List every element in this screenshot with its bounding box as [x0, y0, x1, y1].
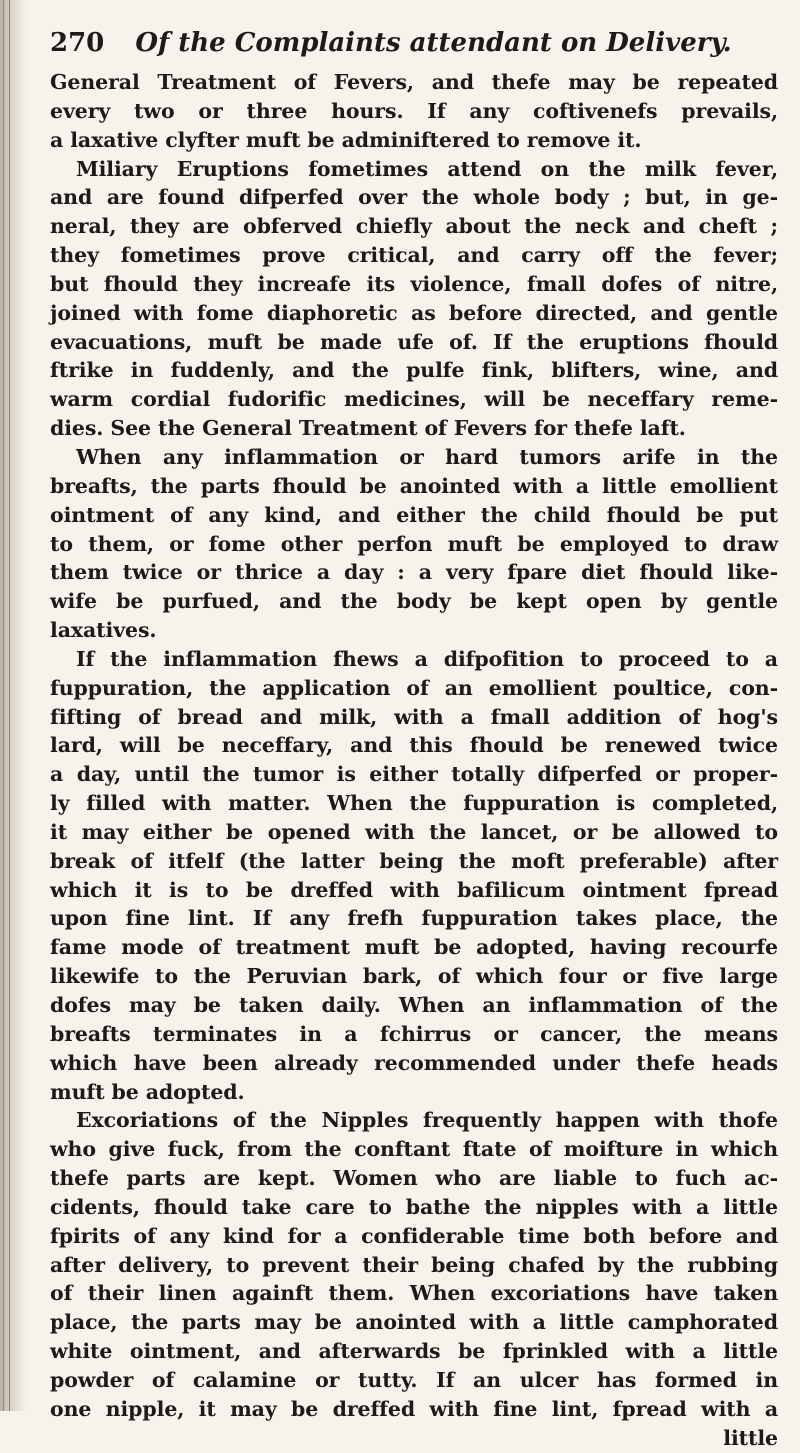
text-line: neral, they are obferved chiefly about the neck and cheft ; — [50, 214, 778, 239]
text-line: wife be purfued, and the body be kept open by gentle — [50, 589, 778, 614]
text-line: fuppuration, the application of an emollient poultice, con- — [50, 675, 778, 700]
text-line: ointment of any kind, and either the child fhould be put — [50, 502, 778, 527]
text-line: who give fuck, from the conftant ftate of moifture in which — [50, 1137, 778, 1162]
catchword: little — [723, 1425, 778, 1450]
text-line: dies. See the General Treatment of Fevers for thefe laft. — [50, 416, 686, 441]
text-line: but fhould they increafe its violence, fmall dofes of nitre, — [50, 271, 778, 296]
text-line: after delivery, to prevent their being chafed by the rubbing — [50, 1252, 778, 1277]
text-line: joined with fome diaphoretic as before directed, and gentle — [50, 300, 778, 325]
text-line: thefe parts are kept. Women who are liable to fuch ac- — [50, 1166, 778, 1191]
text-line: every two or three hours. If any coftivenefs prevails, — [50, 98, 778, 123]
text-line: break of itfelf (the latter being the moft preferable) after — [50, 848, 778, 873]
text-line: fpirits of any kind for a confiderable time both before and — [50, 1223, 778, 1248]
book-page — [50, 18, 778, 1453]
text-line: breafts terminates in a fchirrus or cancer, the means — [50, 1021, 778, 1046]
text-line: When any inflammation or hard tumors arife in the — [76, 444, 778, 469]
text-line: a day, until the tumor is either totally difperfed or proper- — [50, 762, 778, 787]
text-line: to them, or fome other perfon muft be employed to draw — [50, 531, 778, 556]
text-line: If the inflammation fhews a difpofition to proceed to a — [76, 646, 778, 671]
page-number: 270 — [50, 28, 105, 58]
text-line: dofes may be taken daily. When an inflammation of the — [50, 993, 778, 1017]
text-line: white ointment, and afterwards be fprinkled with a little — [50, 1339, 778, 1364]
text-line: powder of calamine or tutty. If an ulcer has formed in — [50, 1367, 778, 1392]
text-line: warm cordial fudorific medicines, will be neceffary reme- — [50, 387, 778, 412]
text-line: cidents, fhould take care to bathe the nipples with a little — [50, 1194, 778, 1219]
text-line: one nipple, it may be dreffed with fine lint, fpread with a — [50, 1396, 778, 1421]
text-line: ly filled with matter. When the fuppuration is completed, — [50, 791, 778, 816]
text-line: which it is to be dreffed with bafilicum ointment fpread — [50, 877, 778, 902]
text-line: breafts, the parts fhould be anointed with a little emollient — [50, 473, 778, 498]
text-line: evacuations, muft be made ufe of. If the eruptions fhould — [50, 329, 778, 354]
text-line: upon fine lint. If any frefh fuppuration takes place, the — [50, 906, 778, 931]
running-title: Of the Complaints attendant on Delivery. — [135, 28, 732, 58]
text-line: Excoriations of the Nipples frequently happen with thofe — [76, 1108, 778, 1133]
text-line: lard, will be neceffary, and this fhould be renewed twice — [50, 733, 778, 758]
text-line: a laxative clyfter muft be adminiftered to remove it. — [50, 127, 642, 152]
page-body-text — [50, 68, 778, 1424]
text-line: General Treatment of Fevers, and thefe may be repeated — [50, 70, 778, 94]
text-line: likewife to the Peruvian bark, of which four or five large — [50, 964, 778, 989]
book-spine-shadow — [0, 0, 28, 1411]
spine-line — [9, 0, 10, 1411]
text-line: and are found difperfed over the whole body ; but, in ge- — [50, 185, 778, 210]
text-line: fifting of bread and milk, with a fmall addition of hog's — [50, 704, 778, 729]
text-line: laxatives. — [50, 618, 157, 643]
text-line: which have been already recommended under thefe heads — [50, 1050, 778, 1075]
text-line: it may either be opened with the lancet, or be allowed to — [50, 819, 778, 844]
text-line: Miliary Eruptions fometimes attend on the milk fever, — [76, 156, 778, 181]
text-line: them twice or thrice a day : a very fpare diet fhould like- — [50, 560, 778, 585]
text-line: muft be adopted. — [50, 1079, 245, 1104]
spine-line — [3, 0, 4, 1411]
text-line: fame mode of treatment muft be adopted, having recourfe — [50, 935, 778, 960]
running-header — [50, 18, 778, 68]
text-line: of their linen againft them. When excoriations have taken — [50, 1281, 778, 1306]
text-line: place, the parts may be anointed with a little camphorated — [50, 1310, 778, 1335]
text-line: they fometimes prove critical, and carry off the fever; — [50, 243, 778, 268]
text-line: ftrike in fuddenly, and the pulfe fink, blifters, wine, and — [50, 358, 778, 383]
